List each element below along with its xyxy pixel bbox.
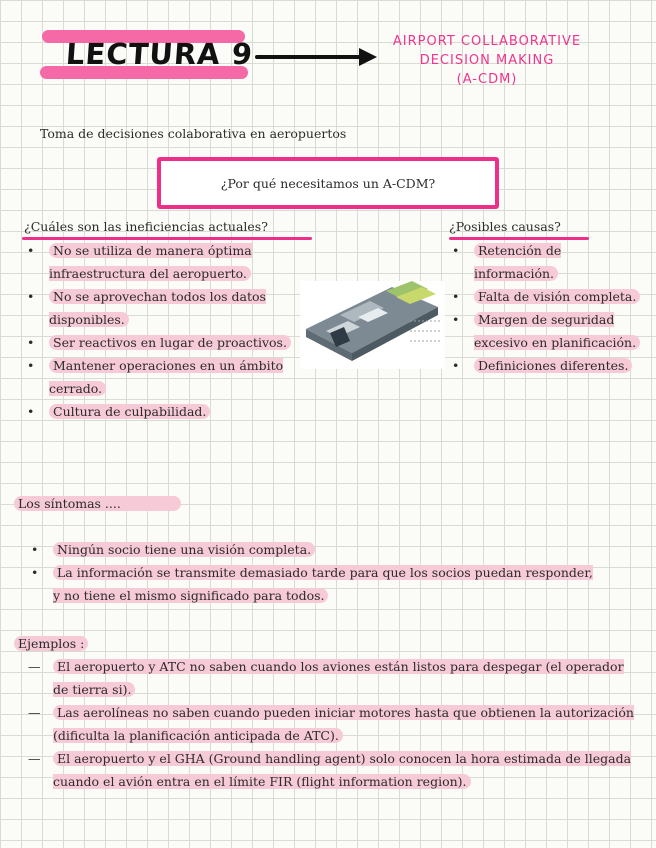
list-item: • No se utiliza de manera óptima infraestructura del aeropuerto. (24, 239, 296, 285)
causes-list (449, 239, 649, 377)
list-item: • No se aprovechan todos los datos disponibles. (24, 285, 296, 331)
causes-heading: ¿Posibles causas? (449, 219, 561, 234)
list-item: — Las aerolíneas no saben cuando pueden iniciar motores hasta que obtienen la autorización (dificulta la planificación anticipada de ATC). (28, 701, 638, 747)
inefficiencies-heading: ¿Cuáles son las ineficiencias actuales? (24, 219, 268, 234)
symptoms-list (28, 538, 598, 607)
list-item: — El aeropuerto y ATC no saben cuando los aviones están listos para despegar (el operador de tierra si). (28, 655, 638, 701)
list-item: — El aeropuerto y el GHA (Ground handling agent) solo conocen la hora estimada de llegada cuando el avión entra en el límite FIR (flight information region). (28, 747, 638, 793)
examples-list (28, 655, 638, 793)
list-item: • Mantener operaciones en un ámbito cerrado. (24, 354, 296, 400)
list-item: • La información se transmite demasiado tarde para que los socios puedan responder, y no tiene el mismo significado para todos. (28, 561, 598, 607)
list-item: • Cultura de culpabilidad. (24, 400, 296, 423)
list-item: • Ser reactivos en lugar de proactivos. (24, 331, 296, 354)
english-title-line-2: DECISION MAKING (419, 53, 555, 68)
page-title: LECTURA 9 (64, 37, 255, 71)
examples-heading: Ejemplos : (14, 632, 88, 655)
right-arrow-icon (255, 46, 380, 68)
question-text: ¿Por qué necesitamos un A-CDM? (220, 175, 436, 191)
subtitle: Toma de decisiones colaborativa en aeropuertos (40, 126, 347, 141)
english-title-line-1: AIRPORT COLLABORATIVE (392, 34, 582, 49)
list-item: • Definiciones diferentes. (449, 354, 649, 377)
question-box (157, 157, 499, 209)
english-title (378, 32, 596, 89)
list-item: • Falta de visión completa. (449, 285, 649, 308)
english-title-line-3: (A-CDM) (456, 72, 518, 87)
symptoms-heading: Los síntomas .... (14, 492, 181, 515)
list-item: • Ningún socio tiene una visión completa. (28, 538, 598, 561)
list-item: • Retención de información. (449, 239, 649, 285)
list-item: • Margen de seguridad excesivo en planificación. (449, 308, 649, 354)
inefficiencies-list (24, 239, 296, 423)
airport-illustration (300, 281, 445, 369)
